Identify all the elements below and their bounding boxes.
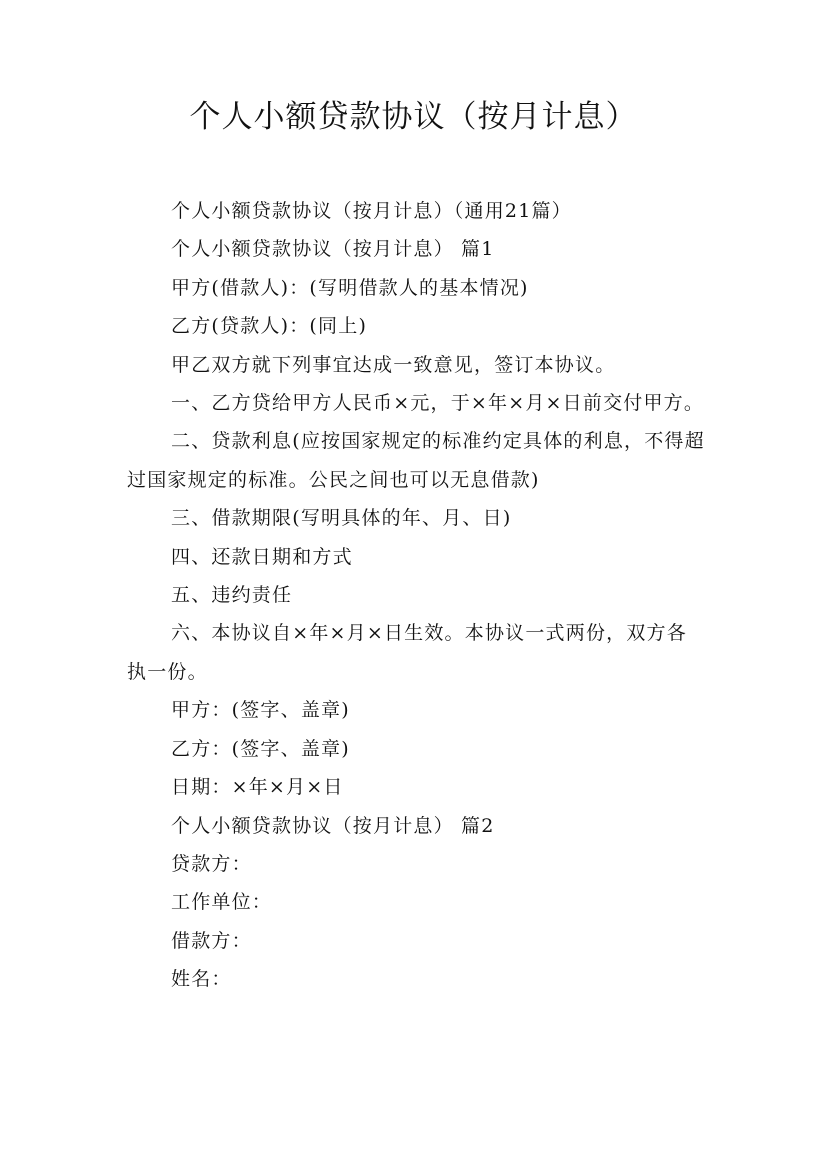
paragraph-clause-4: 四、还款日期和方式	[171, 545, 353, 568]
paragraph-borrower: 借款方：	[171, 929, 252, 952]
paragraph-date: 日期：×年×月×日	[171, 776, 344, 799]
document-title: 个人小额贷款协议（按月计息）	[189, 99, 638, 135]
paragraph-signature-a: 甲方：(签字、盖章)	[171, 699, 350, 722]
paragraph-clause-2: 二、贷款利息(应按国家规定的标准约定具体的利息，不得超过国家规定的标准。公民之间也可以无息借款)	[127, 430, 705, 491]
paragraph-party-b: 乙方(贷款人)：(同上)	[171, 315, 368, 338]
paragraph-clause-5: 五、违约责任	[171, 584, 293, 607]
paragraph-work-unit: 工作单位：	[171, 891, 273, 914]
paragraph-collection-title: 个人小额贷款协议（按月计息）（通用21篇）	[171, 200, 572, 222]
paragraph-article-2-heading: 个人小额贷款协议（按月计息） 篇2	[171, 814, 495, 837]
paragraph-article-1-heading: 个人小额贷款协议（按月计息） 篇1	[171, 238, 495, 261]
paragraph-name: 姓名：	[171, 968, 232, 991]
paragraph-lender: 贷款方：	[171, 852, 252, 875]
paragraph-clause-1: 一、乙方贷给甲方人民币×元，于×年×月×日前交付甲方。	[171, 392, 705, 415]
paragraph-party-a: 甲方(借款人)：(写明借款人的基本情况)	[171, 276, 529, 299]
paragraph-signature-b: 乙方：(签字、盖章)	[171, 737, 350, 760]
paragraph-agreement-intro: 甲乙双方就下列事宜达成一致意见，签订本协议。	[171, 353, 616, 376]
document-body	[127, 192, 707, 999]
paragraph-clause-6: 六、本协议自×年×月×日生效。本协议一式两份，双方各执一份。	[127, 622, 687, 683]
paragraph-clause-3: 三、借款期限(写明具体的年、月、日)	[171, 507, 512, 530]
